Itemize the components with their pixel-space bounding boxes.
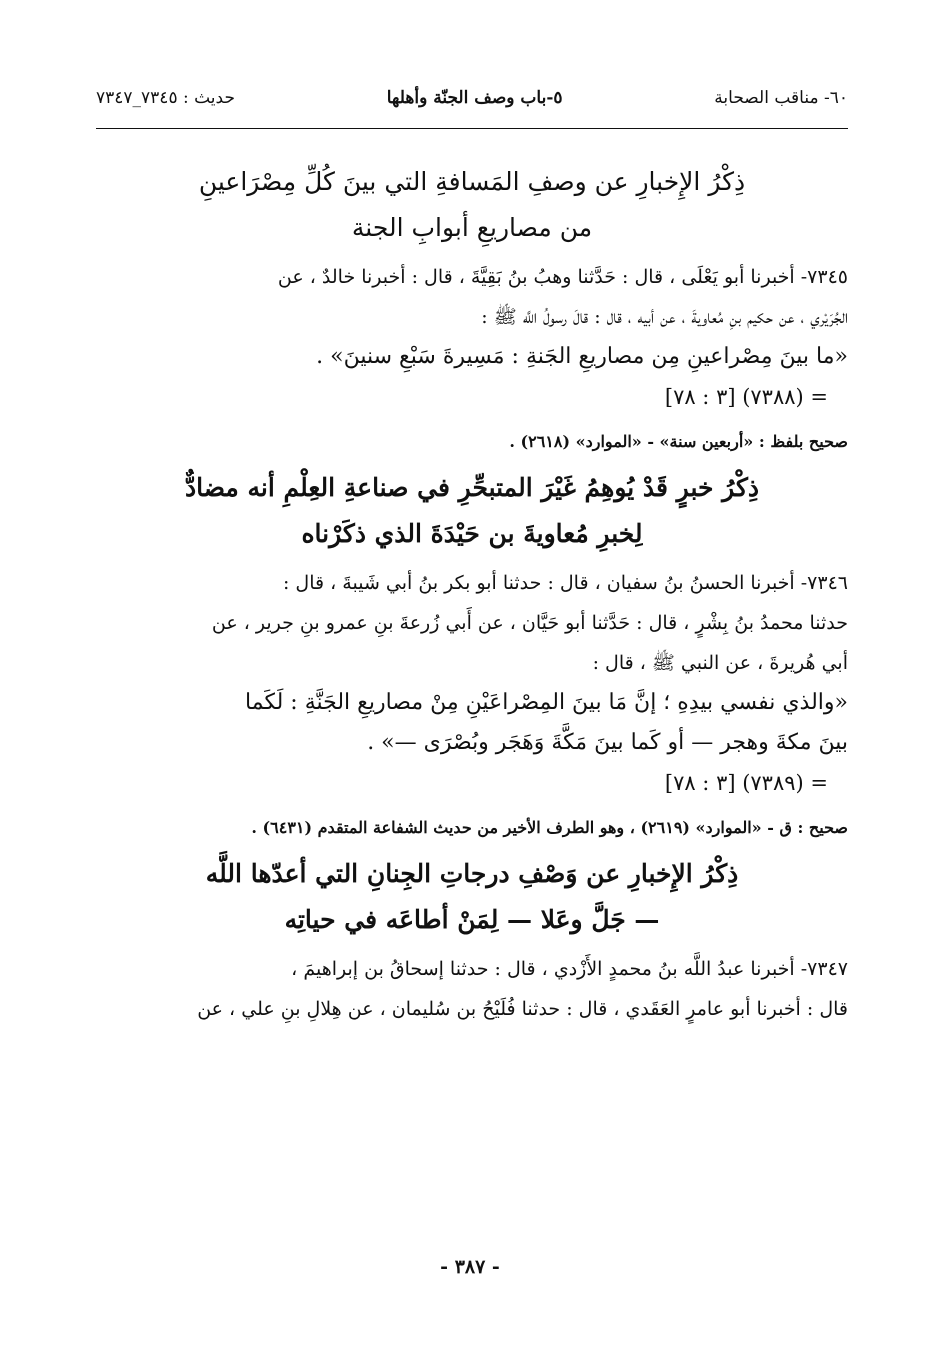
- heading-line: ذِكْرُ الإِخبارِ عن وَصْفِ درجاتِ الجِنانِ التي أعدّها اللَّه: [205, 859, 739, 888]
- grading-note: صحيح بلفظ : «أربعين سنة» - «الموارد» (٢٦١٨) .: [509, 432, 848, 451]
- grading-note: صحيح : ق - «الموارد» (٢٦١٩) ، وهو الطرف الأخير من حديث الشفاعة المتقدم (٦٤٣١) .: [251, 818, 848, 837]
- isnad-line: ٧٣٤٧- أخبرنا عبدُ اللَّه بنُ محمدٍ الأَزْدي ، قال : حدثنا إسحاقُ بن إبراهيمَ ،: [291, 958, 848, 980]
- isnad-line: أبي هُريرةَ ، عن النبي ﷺ ، قال :: [592, 652, 848, 674]
- header-rule: [96, 128, 848, 129]
- cross-reference: = (٧٣٨٩) [٣ : ٧٨]: [664, 771, 828, 795]
- heading-line: ذِكْرُ خبرٍ قَدْ يُوهِمُ غَيْرَ المتبحِّرِ في صناعةِ العِلْمِ أنه مضادٌّ: [184, 473, 760, 502]
- chapter-title: ٦٠- مناقب الصحابة: [714, 88, 848, 108]
- isnad-line: قال : أخبرنا أبو عامرٍ العَقَدي ، قال : حدثنا فُلَيْحُ بن سُليمان ، عن هِلالِ بنِ علي ، عن: [197, 998, 848, 1020]
- matn-quote: «والذي نفسي بيدِهِ ؛ إنَّ مَا بينَ المِصْراعَيْنِ مِنْ مصاريعِ الجَنَّةِ : لَكَما: [245, 690, 848, 715]
- chapter-heading-2: [96, 465, 848, 557]
- running-header: [96, 88, 848, 124]
- matn-quote: «ما بينَ مِصْراعينِ مِن مصاريعِ الجَنةِ : مَسِيرةَ سَبْعِ سنينَ» .: [316, 344, 848, 369]
- matn-quote: بينَ مكةَ وهجر — أو كَما بينَ مَكَّةَ وَهَجَر وبُصْرَى —» .: [367, 730, 848, 755]
- cross-reference: = (٧٣٨٨) [٣ : ٧٨]: [664, 385, 828, 409]
- page-number: - ٣٨٧ -: [440, 1256, 500, 1278]
- heading-line: من مصاريعِ أبوابِ الجنة: [351, 213, 593, 242]
- hadith-7345: [96, 257, 848, 461]
- heading-line: — جَلَّ وعَلا — لِمَنْ أطاعَه في حياتِه: [284, 905, 660, 934]
- isnad-line: حدثنا محمدُ بنُ بِشْرٍ ، قال : حَدَّثنا أبو حَيَّان ، عن أَبي زُرعةَ بنِ عمرو بنِ جرير ، عن: [211, 612, 848, 634]
- isnad-line: ٧٣٤٥- أخبرنا أبو يَعْلَى ، قال : حَدَّثنا وهبُ بنُ بَقِيَّةَ ، قال : أخبرنا خالدٌ ، عن: [277, 266, 848, 288]
- section-title: ٥-باب وصف الجنّة وأهلها: [386, 88, 563, 108]
- heading-line: ذِكْرُ الإِخبارِ عن وصفِ المَسافةِ التي بينَ كُلِّ مِصْرَاعينِ: [198, 167, 746, 196]
- page-body: [96, 88, 848, 1029]
- isnad-line: الجُرَيْري ، عن حكيم بنِ مُعاويةَ ، عن أبيه ، قال : قالَ رسولُ اللَّه ﷺ :: [481, 306, 848, 328]
- hadith-7346: [96, 563, 848, 847]
- heading-line: لِخبرِ مُعاويةَ بن حَيْدَةَ الذي ذكَرْناه: [301, 519, 643, 548]
- chapter-heading-3: [96, 851, 848, 943]
- chapter-heading-1: [96, 159, 848, 251]
- isnad-line: ٧٣٤٦- أخبرنا الحسنُ بنُ سفيان ، قال : حدثنا أبو بكر بنُ أبي شَيبةَ ، قال :: [282, 572, 848, 594]
- hadith-7347: [96, 949, 848, 1029]
- hadith-range: حديث : ٧٣٤٥_٧٣٤٧: [96, 88, 235, 108]
